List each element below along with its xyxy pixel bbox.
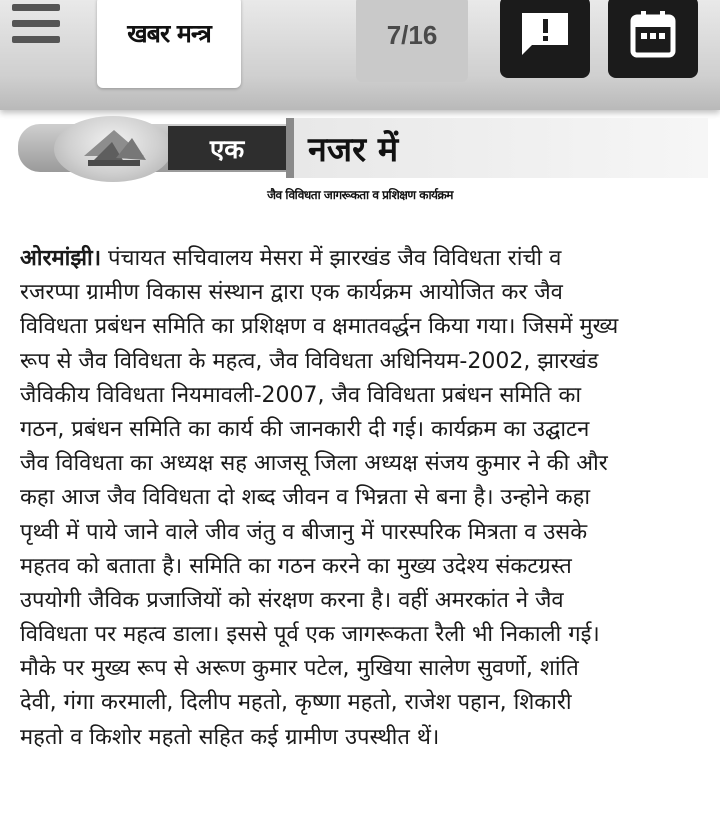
article-line: महतव को बताता है। समिति का गठन करने का मुख्य उदेश्य संकटग्रस्त [20,553,572,579]
feedback-button[interactable] [500,0,590,78]
banner-left-block [168,126,286,170]
calendar-button[interactable] [608,0,698,78]
article-line: विविधता प्रबंधन समिति का प्रशिक्षण व क्षमातवर्द्धन किया गया। जिसमें मुख्य [20,314,619,340]
page-indicator[interactable] [356,0,468,82]
menu-icon[interactable] [12,4,62,46]
newspaper-logo[interactable] [97,0,241,88]
article-line: देवी, गंगा करमाली, दिलीप महतो, कृष्णा महतो, राजेश पहान, शिकारी [20,690,572,716]
section-banner [18,118,700,180]
article-line: जैव विविधता का अध्यक्ष सह आजसू जिला अध्यक्ष संजय कुमार ने की और [20,451,608,477]
page-number: 7/16 [386,19,438,50]
article-line: ओरमांझी। पंचायत सचिवालय मेसरा में झारखंड जैव विविधता रांची व [20,246,562,271]
logo-text: खबर मन्त्र [127,19,211,48]
app-top-bar [0,0,720,110]
article-line: रजरप्पा ग्रामीण विकास संस्थान द्वारा एक कार्यक्रम आयोजित कर जैव [20,280,563,306]
banner-emblem-graphic [54,116,172,182]
article-line: उपयोगी जैविक प्रजाजियों को संरक्षण करना है। वहीं अमरकांत ने जैव [20,587,564,613]
article-headline: जैव विविधता जागरूकता व प्रशिक्षण कार्यक्रम [267,188,453,202]
calendar-icon [629,9,677,59]
article-line: गठन, प्रबंधन समिति का कार्य की जानकारी दी गई। कार्यक्रम का उद्घाटन [20,416,590,442]
banner-left-text: एक [209,135,245,165]
article-line: महतो व किशोर महतो सहित कई ग्रामीण उपस्थीत थें। [20,724,440,750]
banner-right-block [286,118,708,178]
article-line: मौके पर मुख्य रूप से अरूण कुमार पटेल, मुखिया सालेण सुवर्णो, शांति [20,656,579,682]
banner-emblem-icon [54,116,172,182]
article-line: कहा आज जैव विविधता दो शब्द जीवन व भिन्नता से बना है। उन्होने कहा [20,485,591,511]
article-dateline: ओरमांझी। [20,246,102,271]
article-line: जैविकीय विविधता नियमावली-2007, जैव विविधता प्रबंधन समिति का [20,382,582,408]
article-line: पृथ्वी में पाये जाने वाले जीव जंतु व बीजानु में पारस्परिक मित्रता व उसके [20,519,588,545]
article-line: रूप से जैव विविधता के महत्व, जैव विविधता अधिनियम-2002, झारखंड [20,348,599,374]
article-line: विविधता पर महत्व डाला। इससे पूर्व एक जागरूकता रैली भी निकाली गई। [20,622,600,648]
article-body [20,242,700,755]
banner-right-text: नजर में [308,130,399,170]
feedback-icon [518,9,572,59]
